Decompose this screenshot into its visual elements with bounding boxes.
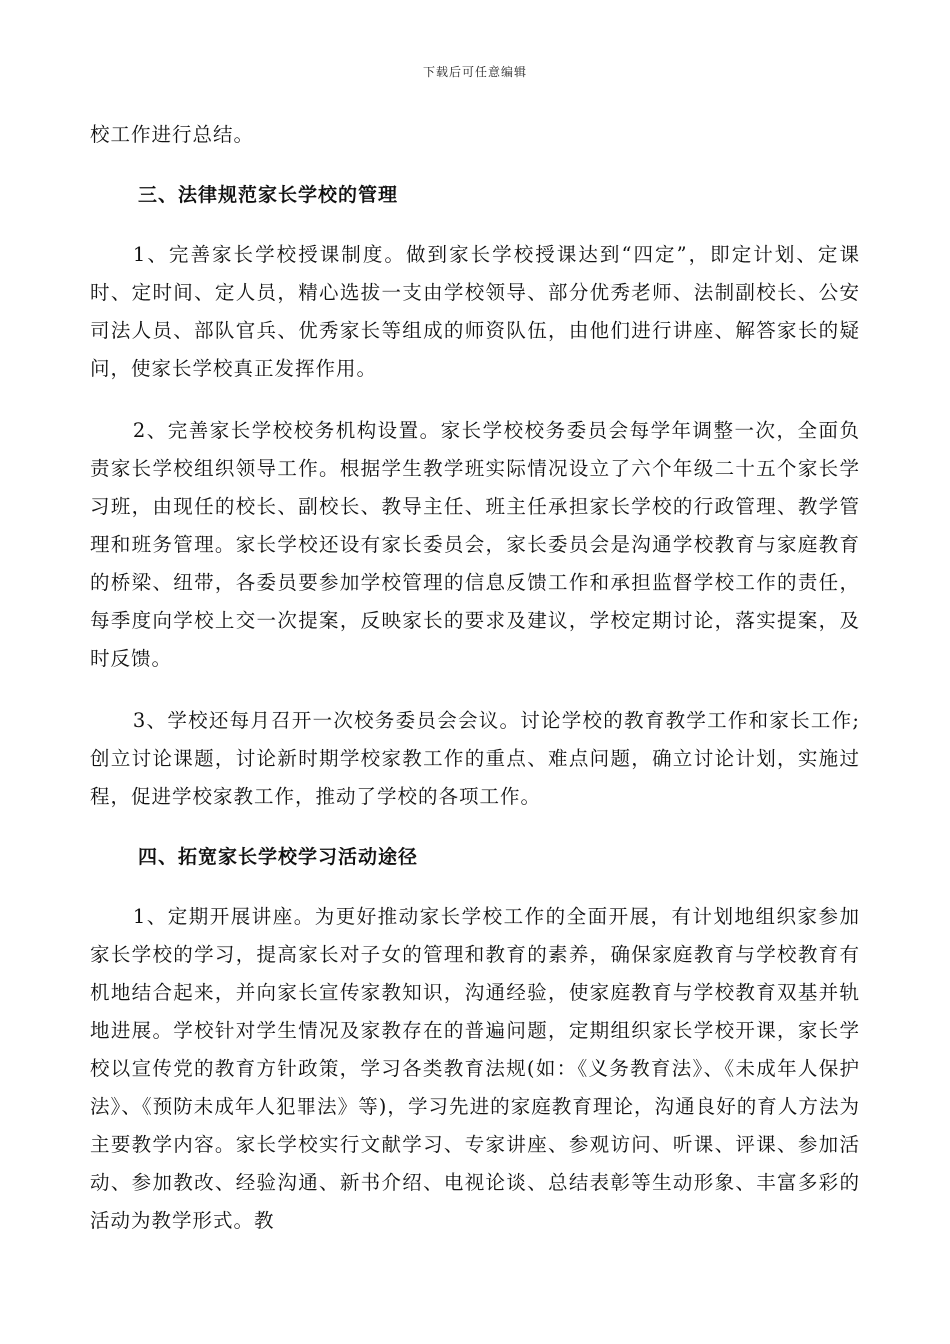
section-3-paragraph-3: 3、学校还每月召开一次校务委员会会议。讨论学校的教育教学工作和家长工作;创立讨论课题，讨论新时期学校家教工作的重点、难点问题，确立讨论计划，实施过程，促进学校家教工作，推动了学校的各项工作。 bbox=[90, 709, 860, 808]
section-3-heading: 三、法律规范家长学校的管理 bbox=[138, 184, 399, 206]
spacer bbox=[90, 876, 860, 898]
continuation-paragraph: 校工作进行总结。 bbox=[90, 123, 255, 146]
document-body bbox=[90, 116, 860, 1240]
spacer bbox=[90, 816, 860, 838]
section-3-paragraph-1: 1、完善家长学校授课制度。做到家长学校授课达到“四定”，即定计划、定课时、定时间、定人员，精心选拔一支由学校领导、部分优秀老师、法制副校长、公安司法人员、部队官兵、优秀家长等组成的师资队伍，由他们进行讲座、解答家长的疑问，使家长学校真正发挥作用。 bbox=[90, 243, 860, 380]
spacer bbox=[90, 388, 860, 412]
spacer bbox=[90, 678, 860, 702]
spacer bbox=[90, 154, 860, 176]
section-3-paragraph-2: 2、完善家长学校校务机构设置。家长学校校务委员会每学年调整一次，全面负责家长学校组织领导工作。根据学生教学班实际情况设立了六个年级二十五个家长学习班，由现任的校长、副校长、教导主任、班主任承担家长学校的行政管理、教学管理和班务管理。家长学校还设有家长委员会，家长委员会是沟通学校教育与家庭教育的桥梁、纽带，各委员要参加学校管理的信息反馈工作和承担监督学校工作的责任，每季度向学校上交一次提案，反映家长的要求及建议，学校定期讨论，落实提案，及时反馈。 bbox=[90, 419, 860, 670]
section-4-paragraph-1: 1、定期开展讲座。为更好推动家长学校工作的全面开展，有计划地组织家参加家长学校的学习，提高家长对子女的管理和教育的素养，确保家庭教育与学校教育有机地结合起来，并向家长宣传家教知识，沟通经验，使家庭教育与学校教育双基并轨地进展。学校针对学生情况及家教存在的普遍问题，定期组织家长学校开课，家长学校以宣传党的教育方针政策，学习各类教育法规(如：《义务教育法》、《未成年人保护法》、《预防未成年人犯罪法》等)，学习先进的家庭教育理论，沟通良好的育人方法为主要教学内容。家长学校实行文献学习、专家讲座、参观访问、听课、评课、参加活动、参加教改、经验沟通、新书介绍、电视论谈、总结表彰等生动形象、丰富多彩的活动为教学形式。教 bbox=[90, 905, 860, 1232]
page-header-note: 下载后可任意编辑 bbox=[422, 65, 527, 79]
spacer bbox=[90, 214, 860, 236]
section-4-heading: 四、拓宽家长学校学习活动途径 bbox=[138, 846, 419, 868]
